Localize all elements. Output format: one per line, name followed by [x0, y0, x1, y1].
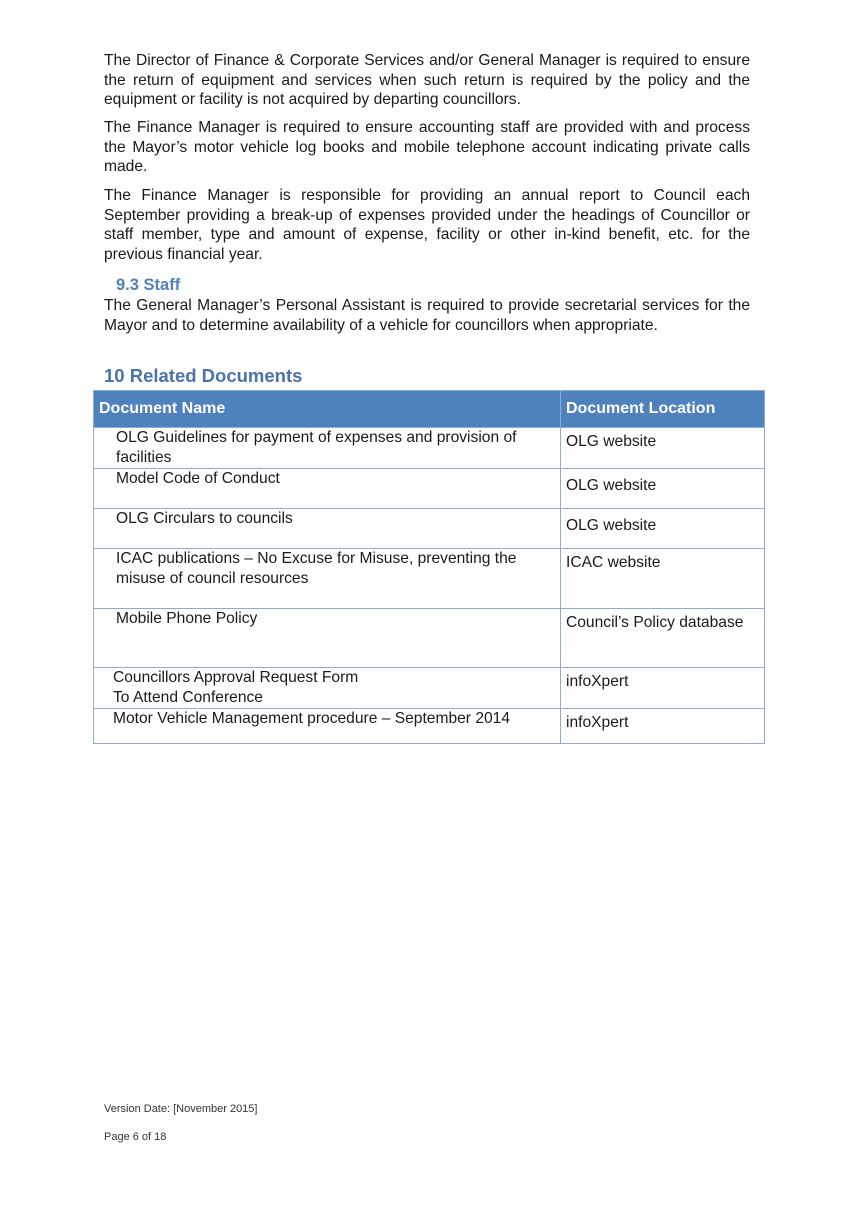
document-location-cell: infoXpert — [561, 668, 765, 709]
table-row — [94, 509, 765, 549]
document-name-cell: OLG Guidelines for payment of expenses and provision of facilities — [94, 428, 561, 469]
paragraph-finance-manager-report: The Finance Manager is responsible for providing an annual report to Council each September providing a break-up of expenses provided under the headings of Councillor or staff member, type and amount of expense, facility or other in-kind benefit, etc. for the previous financial year. — [104, 187, 750, 263]
table-row — [94, 549, 765, 609]
document-name-line-1: Councillors Approval Request Form — [113, 669, 359, 686]
table-row — [94, 709, 765, 744]
column-header-document-name: Document Name — [94, 391, 561, 428]
document-name-cell: OLG Circulars to councils — [94, 509, 561, 549]
document-name-cell: Motor Vehicle Management procedure – September 2014 — [94, 709, 561, 744]
related-documents-table — [93, 390, 765, 744]
footer-page-number: Page 6 of 18 — [104, 1131, 167, 1143]
document-name-line-2: To Attend Conference — [113, 689, 263, 706]
column-header-document-location: Document Location — [561, 391, 765, 428]
document-name-cell: Model Code of Conduct — [94, 469, 561, 509]
table-row — [94, 428, 765, 469]
paragraph-finance-manager-logbooks: The Finance Manager is required to ensure accounting staff are provided with and process the Mayor’s motor vehicle log books and mobile telephone account indicating private calls made. — [104, 119, 750, 176]
paragraph-staff: The General Manager’s Personal Assistant is required to provide secretarial services for the Mayor and to determine availability of a vehicle for councillors when appropriate. — [104, 297, 750, 334]
table-row — [94, 609, 765, 668]
document-location-cell: OLG website — [561, 469, 765, 509]
document-location-cell: infoXpert — [561, 709, 765, 744]
document-location-cell: OLG website — [561, 428, 765, 469]
section-heading-staff: 9.3 Staff — [116, 276, 181, 294]
document-name-cell: ICAC publications – No Excuse for Misuse, preventing the misuse of council resources — [94, 549, 561, 609]
table-row — [94, 469, 765, 509]
footer-version-date: Version Date: [November 2015] — [104, 1103, 258, 1115]
table-header-row — [94, 391, 765, 428]
document-location-cell: Council’s Policy database — [561, 609, 765, 668]
document-name-cell: Mobile Phone Policy — [94, 609, 561, 668]
document-name-cell — [94, 668, 561, 709]
document-location-cell: ICAC website — [561, 549, 765, 609]
document-location-cell: OLG website — [561, 509, 765, 549]
section-heading-related-documents: 10 Related Documents — [104, 365, 303, 386]
table-row — [94, 668, 765, 709]
paragraph-director-finance: The Director of Finance & Corporate Services and/or General Manager is required to ensure the return of equipment and services when such return is required by the policy and the equipment or facility is not acquired by departing councillors. — [104, 52, 750, 109]
